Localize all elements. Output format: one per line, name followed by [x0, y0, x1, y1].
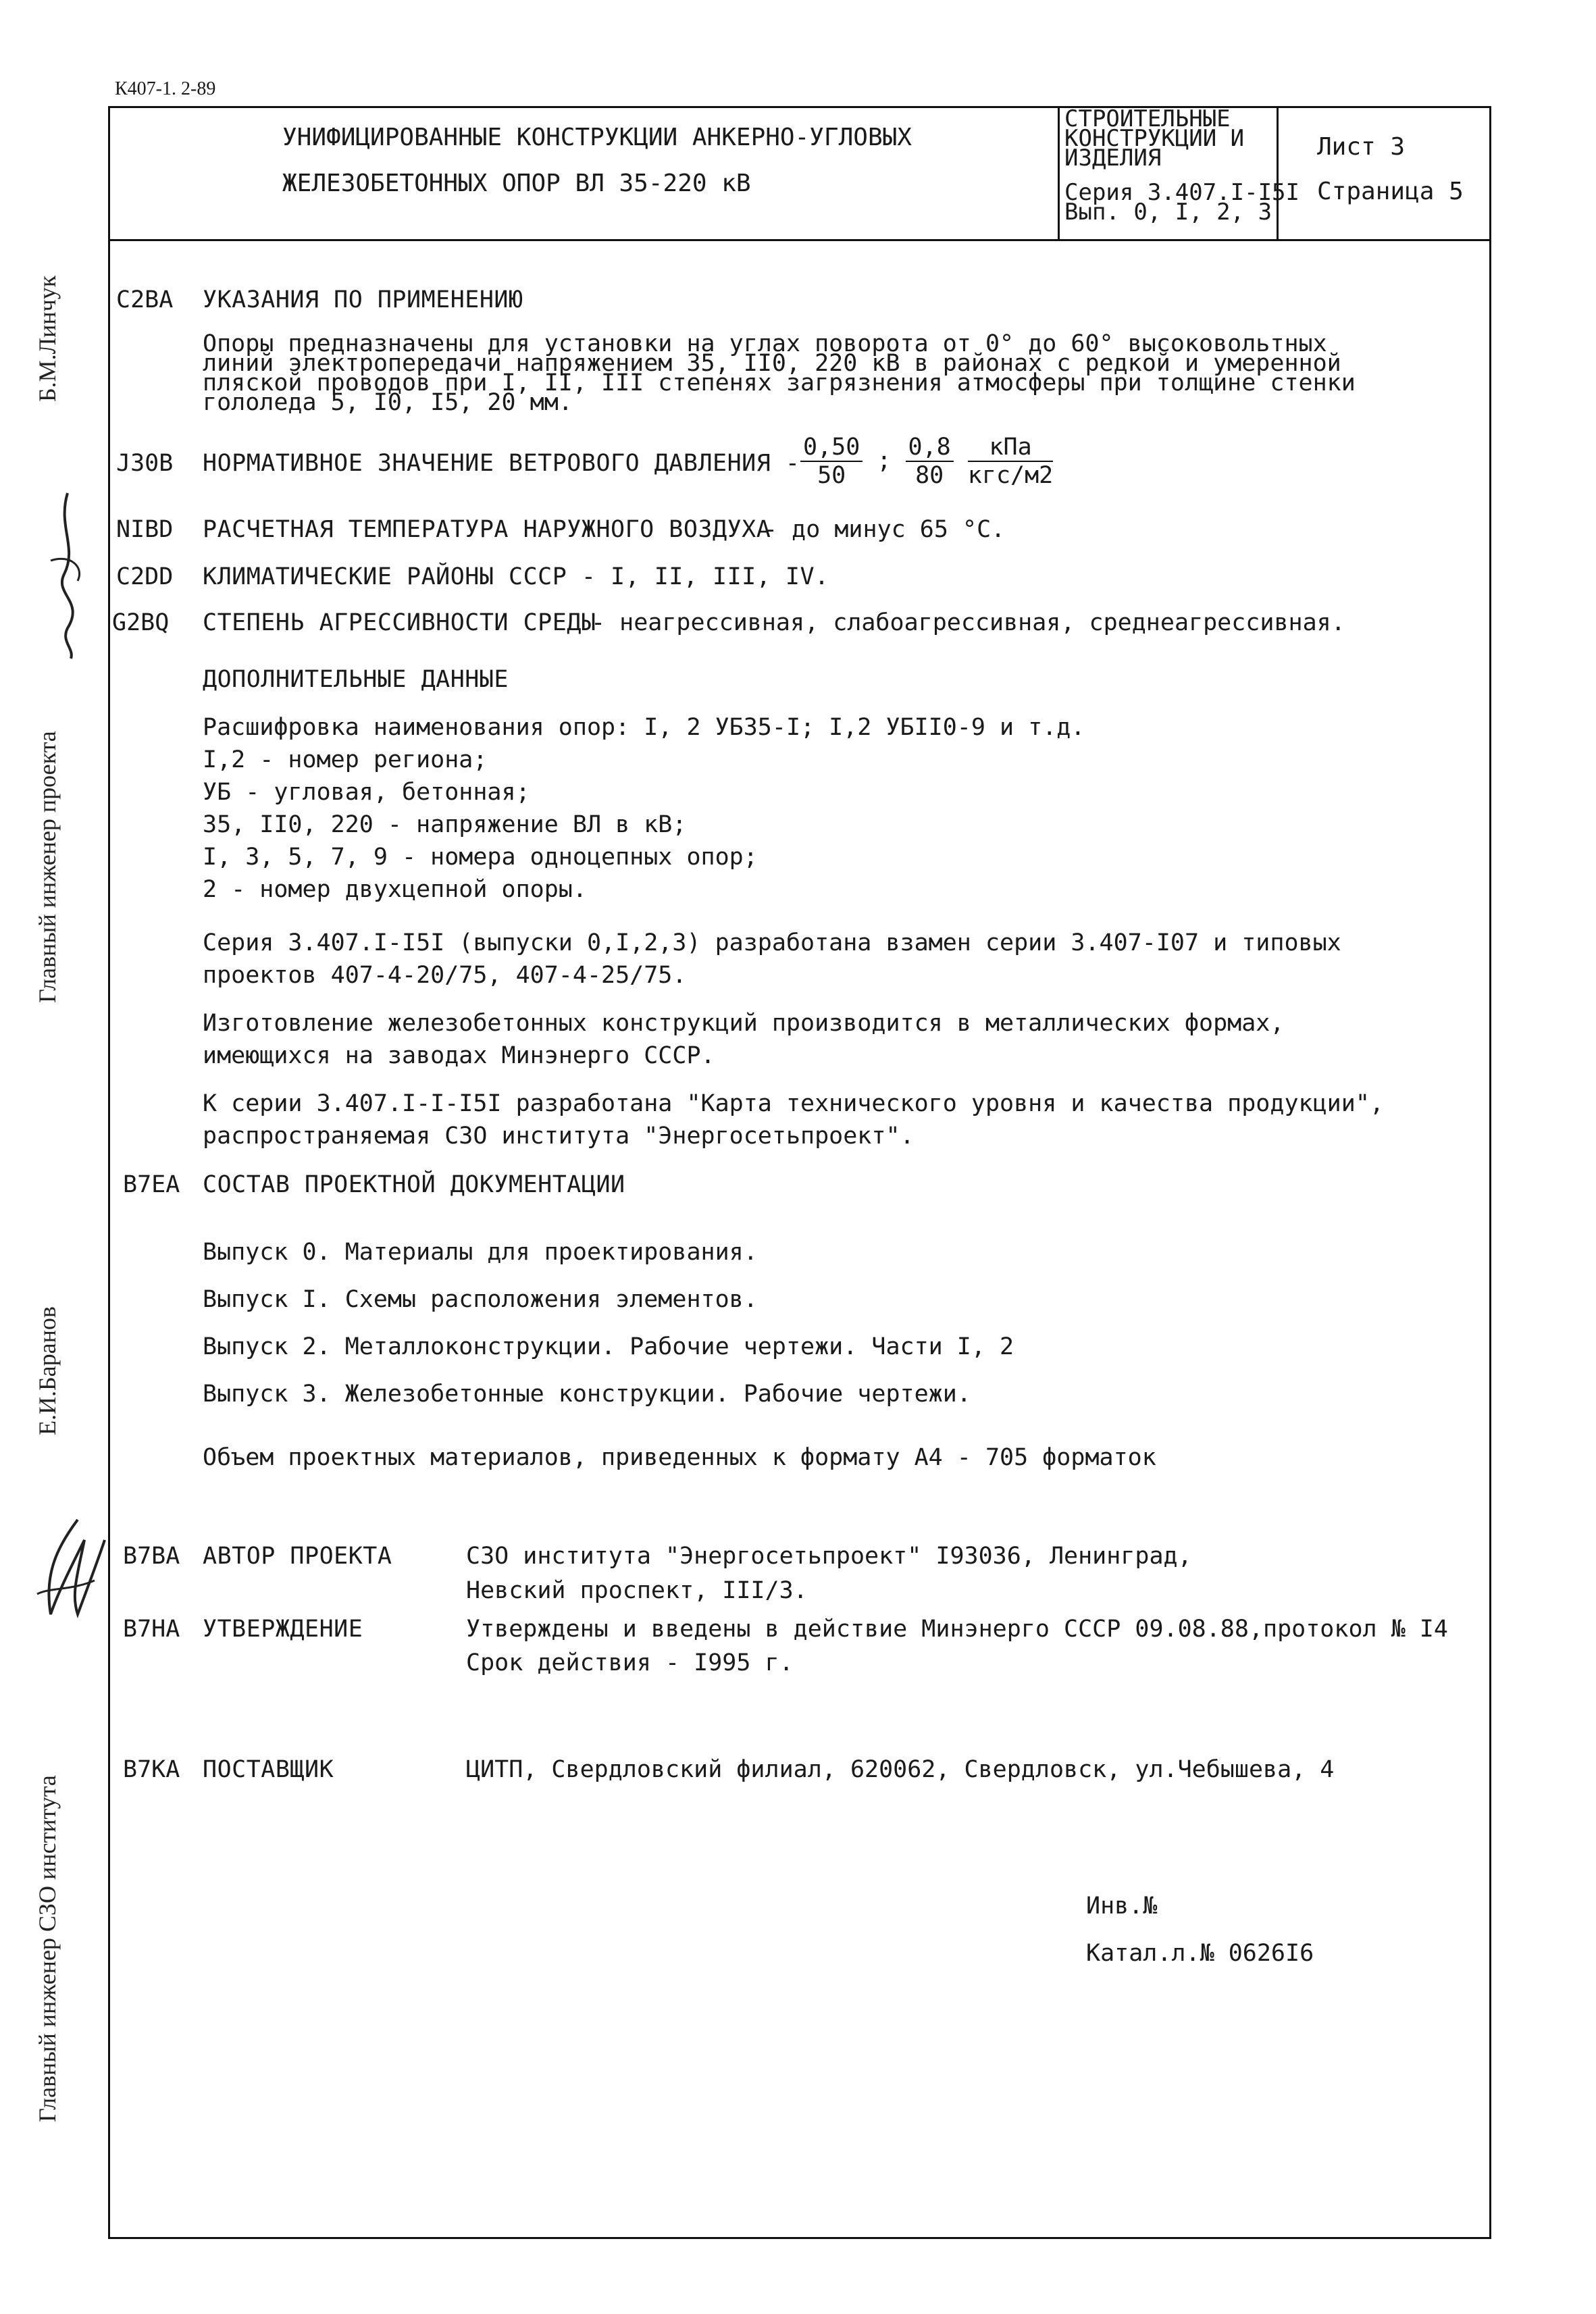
section-heading: УТВЕРЖДЕНИЕ — [203, 1616, 363, 1643]
supplier-line: ЦИТП, Свердловский филиал, 620062, Свердловск, ул.Чебышева, 4 — [466, 1756, 1335, 1783]
issue-item: Выпуск 2. Металлоконструкции. Рабочие чертежи. Части I, 2 — [203, 1333, 1014, 1360]
signature — [37, 486, 98, 662]
paragraph-line: проектов 407-4-20/75, 407-4-25/75. — [203, 962, 687, 989]
section-heading: ПОСТАВЩИК — [203, 1756, 334, 1783]
author-line: Невский проспект, III/3. — [466, 1577, 808, 1604]
paragraph-line: Опоры предназначены для установки на углах поворота от 0° до 60° высоковольтных — [203, 330, 1327, 357]
unit-denominator: кгс/м2 — [967, 462, 1054, 489]
issue-item: Выпуск 0. Материалы для проектирования. — [203, 1239, 758, 1266]
section-code: С2ВА — [116, 286, 174, 313]
numerator: 0,50 — [800, 434, 863, 462]
unit-numerator: кПа — [968, 434, 1053, 462]
paragraph-line: Серия 3.407.I-I5I (выпуски 0,I,2,3) разработана взамен серии 3.407-I07 и типовых — [203, 929, 1341, 956]
sheet-number: Лист 3 — [1317, 133, 1406, 161]
paragraph-line: линий электропередачи напряжением 35, II0, 220 кВ в районах с редкой и умеренной — [203, 350, 1341, 377]
section-heading: КЛИМАТИЧЕСКИЕ РАЙОНЫ СССР - I, II, III, IV. — [203, 563, 829, 590]
doc-title-line-2: ЖЕЛЕЗОБЕТОННЫХ ОПОР ВЛ 35-220 кВ — [282, 170, 751, 197]
section-code: G2ВQ — [112, 609, 170, 636]
paragraph-line: гололеда 5, I0, I5, 20 мм. — [203, 389, 573, 416]
section-heading: СОСТАВ ПРОЕКТНОЙ ДОКУМЕНТАЦИИ — [203, 1171, 625, 1198]
issues: Вып. 0, I, 2, 3 — [1064, 199, 1272, 226]
paragraph-line: Изготовление железобетонных конструкций производится в металлических формах, — [203, 1010, 1285, 1037]
section-code: В7ЕА — [123, 1171, 180, 1198]
approval-line: Срок действия - I995 г. — [466, 1649, 794, 1676]
category-line-2: КОНСТРУКЦИИ И — [1064, 125, 1245, 152]
wind-pressure-fraction — [800, 434, 1053, 489]
decode-line: 2 - номер двухцепной опоры. — [203, 876, 587, 903]
series: Серия 3.407.I-I5I — [1064, 179, 1299, 206]
header-divider — [1058, 106, 1060, 240]
denominator: 50 — [817, 462, 846, 489]
numerator: 0,8 — [906, 434, 954, 462]
section-code: В7КА — [123, 1756, 180, 1783]
issue-item: Выпуск 3. Железобетонные конструкции. Рабочие чертежи. — [203, 1381, 971, 1408]
volume-note: Объем проектных материалов, приведенных к формату А4 - 705 форматок — [203, 1444, 1156, 1471]
decode-line: Расшифровка наименования опор: I, 2 УБ35-I; I,2 УБII0-9 и т.д. — [203, 714, 1085, 741]
section-heading: УКАЗАНИЯ ПО ПРИМЕНЕНИЮ — [203, 286, 523, 313]
section-heading: НОРМАТИВНОЕ ЗНАЧЕНИЕ ВЕТРОВОГО ДАВЛЕНИЯ - — [203, 450, 800, 477]
decode-line: I, 3, 5, 7, 9 - номера одноцепных опор; — [203, 844, 758, 871]
section-code: NIВD — [116, 516, 174, 543]
paragraph-line: имеющихся на заводах Минэнерго СССР. — [203, 1042, 715, 1069]
paragraph-line: К серии 3.407.I-I-I5I разработана "Карта технического уровня и качества продукции", — [203, 1090, 1384, 1117]
section-heading: ДОПОЛНИТЕЛЬНЫЕ ДАННЫЕ — [203, 666, 509, 693]
paragraph-line: распространяемая СЗО института "Энергосетьпроект". — [203, 1123, 915, 1150]
document-code: К407-1. 2-89 — [115, 78, 216, 99]
decode-line: I,2 - номер региона; — [203, 746, 488, 773]
category-line-3: ИЗДЕЛИЯ — [1064, 145, 1162, 172]
separator: ; — [877, 447, 892, 474]
inventory-number: Инв.№ — [1086, 1893, 1158, 1920]
temperature-value: - до минус 65 °С. — [763, 516, 1006, 543]
decode-line: УБ - угловая, бетонная; — [203, 779, 530, 806]
section-heading: АВТОР ПРОЕКТА — [203, 1543, 392, 1570]
header-divider — [1277, 106, 1279, 240]
section-code: В7ВА — [123, 1543, 180, 1570]
margin-name-linchuk: Б.М.Линчук — [34, 275, 61, 402]
paragraph-line: пляской проводов при I, II, III степенях загрязнения атмосферы при толщине стенки — [203, 369, 1356, 396]
signature — [30, 1513, 111, 1628]
header-divider — [108, 239, 1491, 241]
category-line-1: СТРОИТЕЛЬНЫЕ — [1064, 105, 1231, 132]
margin-name-baranov: Е.И.Баранов — [34, 1306, 61, 1435]
aggressiveness-value: - неагрессивная, слабоагрессивная, среднеагрессивная. — [591, 609, 1345, 636]
section-code: С2DD — [116, 563, 174, 590]
page-number: Страница 5 — [1317, 178, 1464, 205]
decode-line: 35, II0, 220 - напряжение ВЛ в кВ; — [203, 811, 687, 838]
approval-line: Утверждены и введены в действие Минэнерго СССР 09.08.88,протокол № I4 — [466, 1616, 1448, 1643]
denominator: 80 — [915, 462, 944, 489]
section-code: Ј30В — [116, 450, 174, 477]
margin-role-chief-engineer: Главный инженер проекта — [34, 731, 61, 1003]
margin-role-szo-engineer: Главный инженер СЗО института — [34, 1775, 61, 2122]
author-line: СЗО института "Энергосетьпроект" I93036, Ленинград, — [466, 1543, 1192, 1570]
doc-title-line-1: УНИФИЦИРОВАННЫЕ КОНСТРУКЦИИ АНКЕРНО-УГЛОВЫХ — [282, 124, 912, 151]
section-code: В7НА — [123, 1616, 180, 1643]
section-heading: РАСЧЕТНАЯ ТЕМПЕРАТУРА НАРУЖНОГО ВОЗДУХА — [203, 516, 771, 543]
issue-item: Выпуск I. Схемы расположения элементов. — [203, 1286, 758, 1313]
catalog-number: Катал.л.№ 0626I6 — [1086, 1940, 1314, 1967]
section-heading: СТЕПЕНЬ АГРЕССИВНОСТИ СРЕДЫ — [203, 609, 596, 636]
